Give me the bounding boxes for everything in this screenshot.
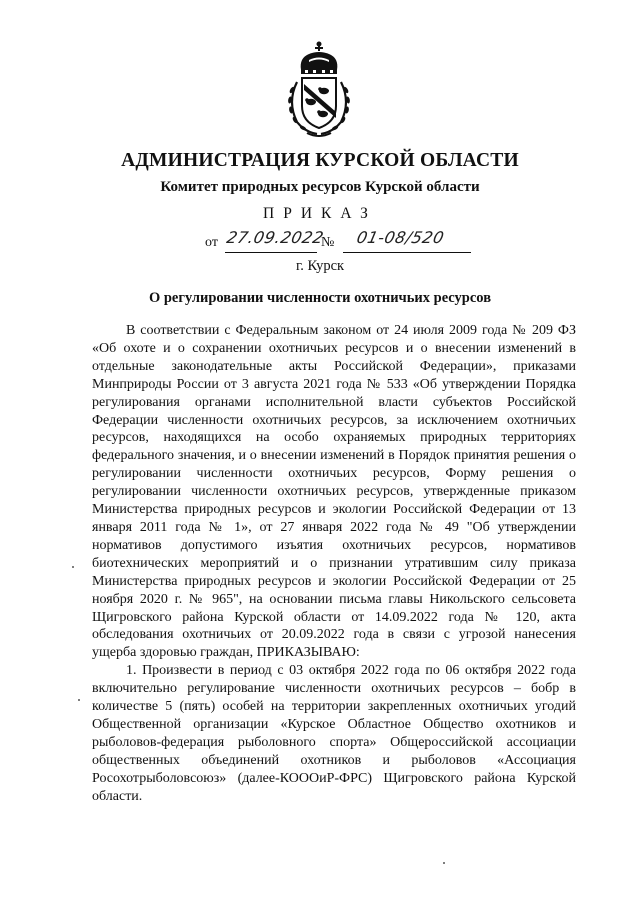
date-prefix: от	[205, 235, 218, 250]
coat-of-arms-emblem	[283, 40, 355, 140]
preamble-paragraph: В соответствии с Федеральным законом от 24 июля 2009 года № 209 ФЗ «Об охоте и о сохранении охотничьих ресурсов и о внесении изменений в отдельные законодательные акты Российской Федерации», приказами Минприроды России от 3 августа 2021 года № 533 «Об утверждении Порядка регулирования органами исполнительной власти субъектов Российской Федерации численности охотничьих ресурсов, за исключением охотничьих ресурсов, находящихся на особо охраняемых природных территориях федерального значения, и о внесении изменений в Порядок принятия решения о регулировании численности охотничьих ресурсов, Форму решения о регулировании численности охотничьих ресурсов, утвержденные приказом Министерства природных ресурсов и экологии Российской Федерации от 13 января 2011 года № 1», от 27 января 2022 года № 49 "Об утверждении нормативов допустимого изъятия охотничьих ресурсов, нормативов биотехнических мероприятий и о признании утратившим силу приказа Министерства природных ресурсов и экологии Российской Федерации от 25 ноября 2020 г. № 965", на основании письма главы Никольского сельсовета Щигровского района Курской области от 14.09.2022 года № 120, акта обследования охотничьих от 20.09.2022 года в связи с угрозой нанесения ущерба здоровью граждан, ПРИКАЗЫВАЮ:	[92, 323, 576, 661]
city-name: г. Курск	[295, 258, 345, 274]
order-date-number-line	[205, 228, 485, 254]
order-body	[92, 322, 576, 805]
scan-margin-mark	[78, 699, 80, 701]
document-type: ПРИКАЗ	[263, 205, 377, 222]
order-number: 01-08/520	[354, 228, 446, 247]
number-prefix: №	[321, 235, 335, 250]
order-subject: О регулировании численности охотничьих ресурсов	[148, 290, 492, 306]
committee-name: Комитет природных ресурсов Курской области	[160, 179, 480, 195]
organization-title: АДМИНИСТРАЦИЯ КУРСКОЙ ОБЛАСТИ	[121, 150, 519, 171]
order-date: 27.09.2022	[224, 228, 326, 247]
scan-margin-mark	[72, 566, 74, 568]
scan-margin-mark	[443, 862, 445, 864]
clause-1-paragraph: 1. Произвести в период с 03 октября 2022 года по 06 октября 2022 года включительно регулирование численности охотничьих ресурсов – бобр в количестве 5 (пять) особей на территории закрепленных охотничьих угодий Общественной организации «Курское Областное Общество охотников и рыболовов-федерация рыболовного спорта» Общероссийской ассоциации общественных объединений охотников и рыболовов «Ассоциация Росохотрыболовсоюз» (далее-КОООиР-ФРС) Щигровского района Курской области.	[92, 663, 576, 804]
number-underline	[343, 252, 471, 253]
date-underline	[225, 252, 317, 253]
